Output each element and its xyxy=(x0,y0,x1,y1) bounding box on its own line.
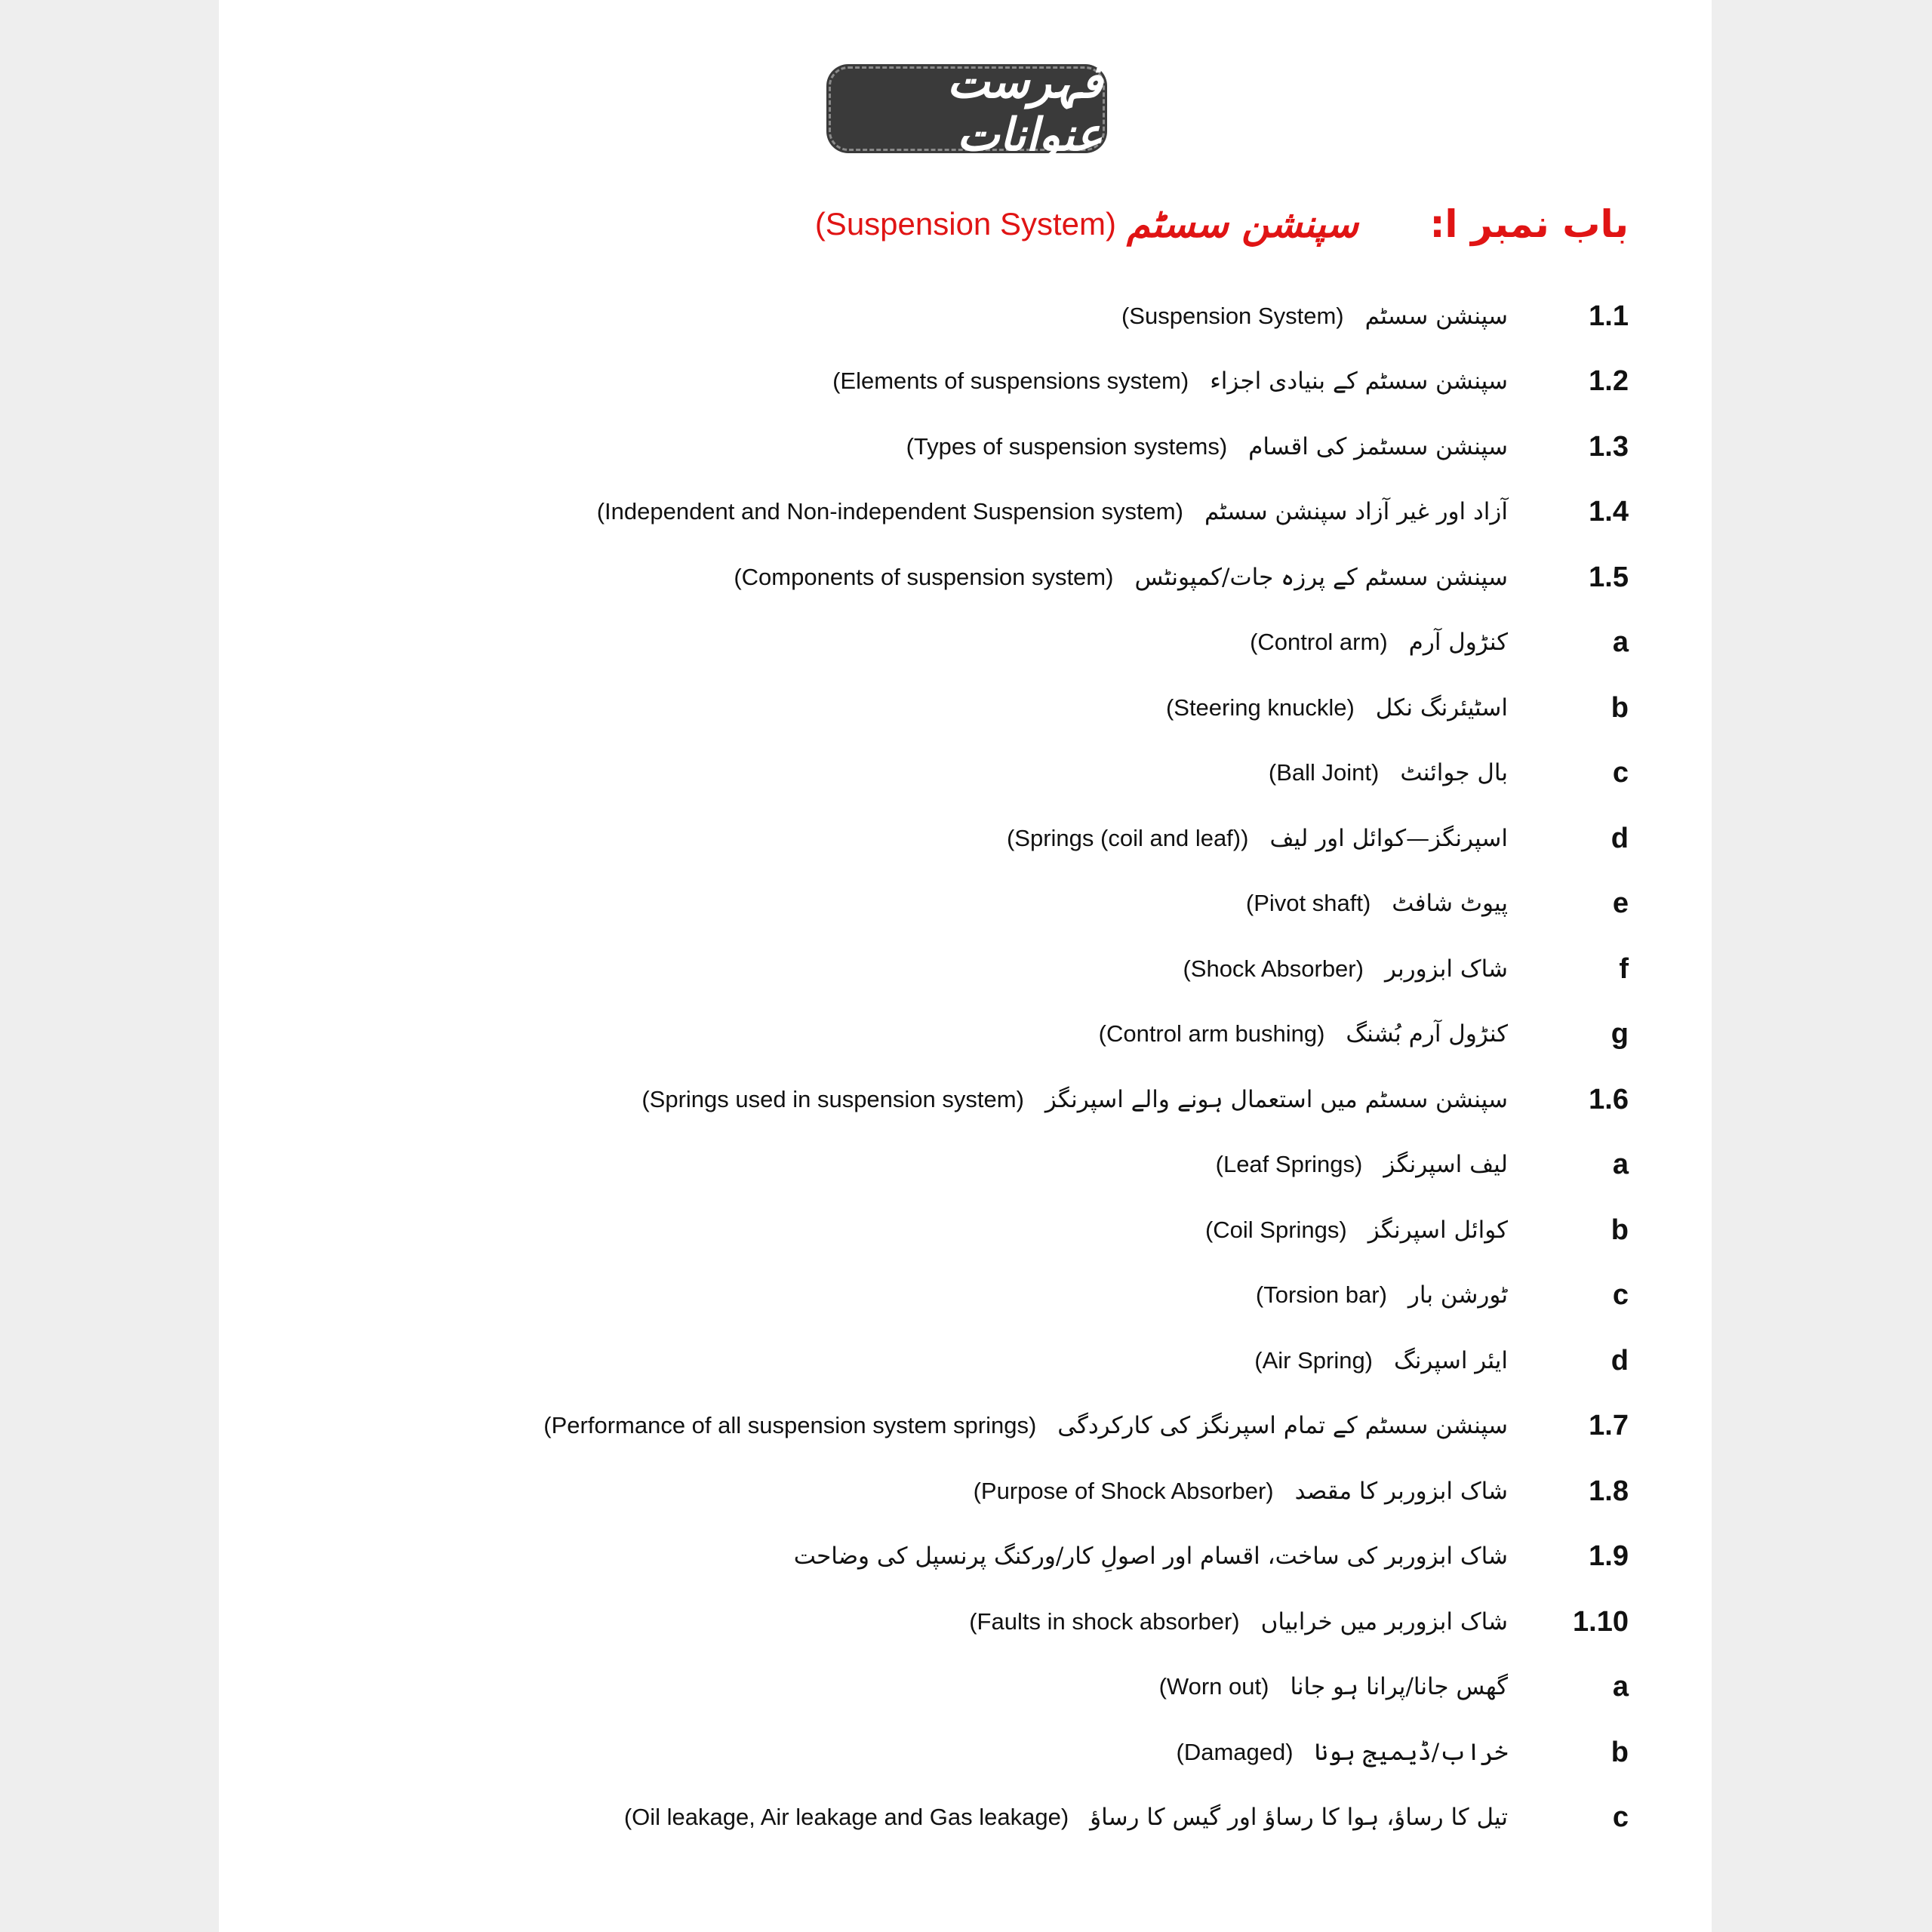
entry-urdu: سپنشن سسٹم کے پرزہ جات/کمپونٹس xyxy=(1134,564,1508,591)
entry-english: (Shock Absorber) xyxy=(1183,955,1364,982)
entry-english: (Torsion bar) xyxy=(1255,1281,1387,1308)
entry-number: d xyxy=(1611,1344,1629,1377)
entry-urdu: سپنشن سسٹم کے بنیادی اجزاء xyxy=(1210,368,1508,395)
entry-text xyxy=(624,1795,1508,1840)
entry-text xyxy=(597,489,1508,534)
chapter-urdu-title: سپنشن سسٹم xyxy=(1126,202,1358,246)
entry-english: (Damaged) xyxy=(1176,1739,1294,1765)
entry-number: 1.6 xyxy=(1589,1083,1629,1115)
entry-number: 1.2 xyxy=(1589,365,1629,397)
entry-english: (Springs used in suspension system) xyxy=(641,1086,1024,1112)
entry-text xyxy=(641,1077,1508,1122)
entry-number: e xyxy=(1612,887,1629,919)
entry-urdu: خراب/ڈیمیج ہونا xyxy=(1314,1739,1508,1766)
entry-urdu: بال جوائنٹ xyxy=(1400,759,1508,786)
entry-number: c xyxy=(1612,756,1629,789)
entry-number: 1.4 xyxy=(1589,495,1629,528)
entry-text xyxy=(1246,881,1508,926)
entry-text xyxy=(1256,1272,1508,1318)
toc-entry xyxy=(219,1142,1712,1187)
toc-entry xyxy=(219,1730,1712,1775)
toc-entry xyxy=(219,1011,1712,1057)
entry-urdu: شاک ابزوربر کا مقصد xyxy=(1294,1478,1508,1505)
entry-urdu: سپنشن سسٹم کے تمام اسپرنگز کی کارکردگی xyxy=(1057,1412,1508,1439)
toc-entry xyxy=(219,424,1712,469)
entry-number: f xyxy=(1619,952,1629,985)
entry-number: 1.5 xyxy=(1589,561,1629,593)
entry-number: a xyxy=(1612,1148,1629,1180)
entry-urdu: اسپرنگز—کوائل اور لیف xyxy=(1269,825,1508,852)
toc-entry xyxy=(219,1664,1712,1709)
entry-urdu: شاک ابزوربر کی ساخت، اقسام اور اصولِ کار/ورکنگ پرنسپل کی وضاحت xyxy=(793,1543,1508,1570)
entry-english: (Leaf Springs) xyxy=(1215,1151,1363,1177)
toc-entry xyxy=(219,1208,1712,1253)
entry-number: c xyxy=(1612,1801,1629,1833)
entry-text xyxy=(734,555,1508,600)
toc-entry xyxy=(219,881,1712,926)
entry-urdu: اسٹیئرنگ نکل xyxy=(1375,694,1508,721)
toc-entry xyxy=(219,1599,1712,1644)
chapter-label: باب نمبر ا: xyxy=(1429,202,1629,246)
entry-text xyxy=(773,1534,1508,1579)
entry-english: (Components of suspension system) xyxy=(734,564,1114,590)
toc-entry xyxy=(219,358,1712,404)
toc-entry xyxy=(219,1338,1712,1383)
entry-number: b xyxy=(1611,691,1629,724)
entry-text xyxy=(974,1469,1508,1514)
page-title: فہرست عنوانات xyxy=(946,56,1103,162)
title-badge xyxy=(829,56,1105,162)
entry-english: (Air Spring) xyxy=(1254,1347,1374,1374)
entry-urdu: کوائل اسپرنگز xyxy=(1367,1217,1508,1244)
toc-entry xyxy=(219,816,1712,861)
entry-number: 1.7 xyxy=(1589,1409,1629,1441)
entry-urdu: کنڑول آرم xyxy=(1408,629,1508,656)
entry-urdu: سپنشن سسٹمز کی اقسام xyxy=(1248,433,1508,460)
entry-english: (Ball Joint) xyxy=(1268,759,1380,786)
entry-text xyxy=(906,424,1508,469)
entry-number: 1.9 xyxy=(1589,1540,1629,1572)
entry-number: a xyxy=(1612,626,1629,658)
entry-english: (Control arm bushing) xyxy=(1098,1020,1325,1047)
entry-number: 1.10 xyxy=(1573,1605,1629,1638)
entry-number: b xyxy=(1611,1214,1629,1246)
entry-text xyxy=(1177,1730,1509,1775)
entry-text xyxy=(832,358,1508,404)
toc-entry xyxy=(219,294,1712,339)
entry-text xyxy=(1007,816,1508,861)
entry-urdu: ٹورشن بار xyxy=(1407,1281,1508,1309)
entry-number: b xyxy=(1611,1736,1629,1768)
entry-text xyxy=(1121,294,1508,339)
entry-text xyxy=(543,1403,1508,1448)
entry-urdu: کنڑول آرم بُشنگ xyxy=(1346,1020,1508,1048)
entry-urdu: سپنشن سسٹم میں استعمال ہونے والے اسپرنگز xyxy=(1044,1086,1508,1113)
entry-text xyxy=(1269,750,1508,795)
entry-english: (Steering knuckle) xyxy=(1165,694,1355,721)
entry-text xyxy=(1183,946,1508,992)
entry-number: g xyxy=(1611,1017,1629,1050)
entry-english: (Springs (coil and leaf)) xyxy=(1006,825,1249,851)
entry-text xyxy=(1205,1208,1508,1253)
entry-text xyxy=(1099,1011,1508,1057)
chapter-title xyxy=(815,202,1358,246)
entry-urdu: پیوٹ شافٹ xyxy=(1392,890,1508,917)
document-page xyxy=(219,0,1712,1932)
entry-number: 1.8 xyxy=(1589,1475,1629,1507)
entry-english: (Worn out) xyxy=(1158,1673,1269,1700)
entry-english: (Oil leakage, Air leakage and Gas leakage) xyxy=(623,1804,1069,1830)
entry-urdu: تیل کا رساؤ، ہوا کا رساؤ اور گیس کا رساؤ xyxy=(1090,1804,1508,1831)
entry-urdu: شاک ابزوربر میں خرابیاں xyxy=(1260,1608,1508,1635)
entry-text xyxy=(1159,1664,1508,1709)
toc-entry xyxy=(219,1469,1712,1514)
entry-english: (Faults in shock absorber) xyxy=(969,1608,1240,1635)
entry-number: 1.1 xyxy=(1589,300,1629,332)
entry-english: (Independent and Non-independent Suspension system) xyxy=(596,498,1183,525)
entry-number: a xyxy=(1612,1670,1629,1703)
entry-text xyxy=(1254,1338,1508,1383)
entry-urdu: شاک ابزوربر xyxy=(1384,955,1508,983)
entry-english: (Coil Springs) xyxy=(1204,1217,1347,1243)
entry-urdu: آزاد اور غیر آزاد سپنشن سسٹم xyxy=(1204,498,1508,525)
entry-urdu: ایئر اسپرنگ xyxy=(1394,1347,1508,1374)
entry-urdu: سپنشن سسٹم xyxy=(1364,303,1508,330)
entry-english: (Control arm) xyxy=(1250,629,1388,655)
entry-number: c xyxy=(1612,1278,1629,1311)
toc-entry xyxy=(219,685,1712,731)
toc-entry xyxy=(219,555,1712,600)
toc-entry xyxy=(219,1795,1712,1840)
entry-english: (Purpose of Shock Absorber) xyxy=(973,1478,1274,1504)
toc-entry xyxy=(219,1077,1712,1122)
toc-entry xyxy=(219,750,1712,795)
entry-number: 1.3 xyxy=(1589,430,1629,463)
toc-entry xyxy=(219,489,1712,534)
entry-english: (Suspension System) xyxy=(1121,303,1344,329)
entry-english: (Types of suspension systems) xyxy=(906,433,1228,460)
toc-entry xyxy=(219,1534,1712,1579)
toc-entry xyxy=(219,1403,1712,1448)
entry-english: (Performance of all suspension system springs) xyxy=(543,1412,1037,1438)
chapter-english-title: (Suspension System) xyxy=(814,206,1116,242)
entry-text xyxy=(1166,685,1508,731)
entry-text xyxy=(1216,1142,1508,1187)
toc-entry xyxy=(219,620,1712,665)
entry-urdu: گھس جانا/پرانا ہو جانا xyxy=(1290,1673,1508,1700)
toc-entry xyxy=(219,946,1712,992)
entry-text xyxy=(1250,620,1508,665)
entry-number: d xyxy=(1611,822,1629,854)
entry-urdu: لیف اسپرنگز xyxy=(1383,1151,1508,1178)
entry-english: (Elements of suspensions system) xyxy=(832,368,1189,394)
entry-english: (Pivot shaft) xyxy=(1245,890,1371,916)
entry-text xyxy=(969,1599,1508,1644)
toc-entry xyxy=(219,1272,1712,1318)
